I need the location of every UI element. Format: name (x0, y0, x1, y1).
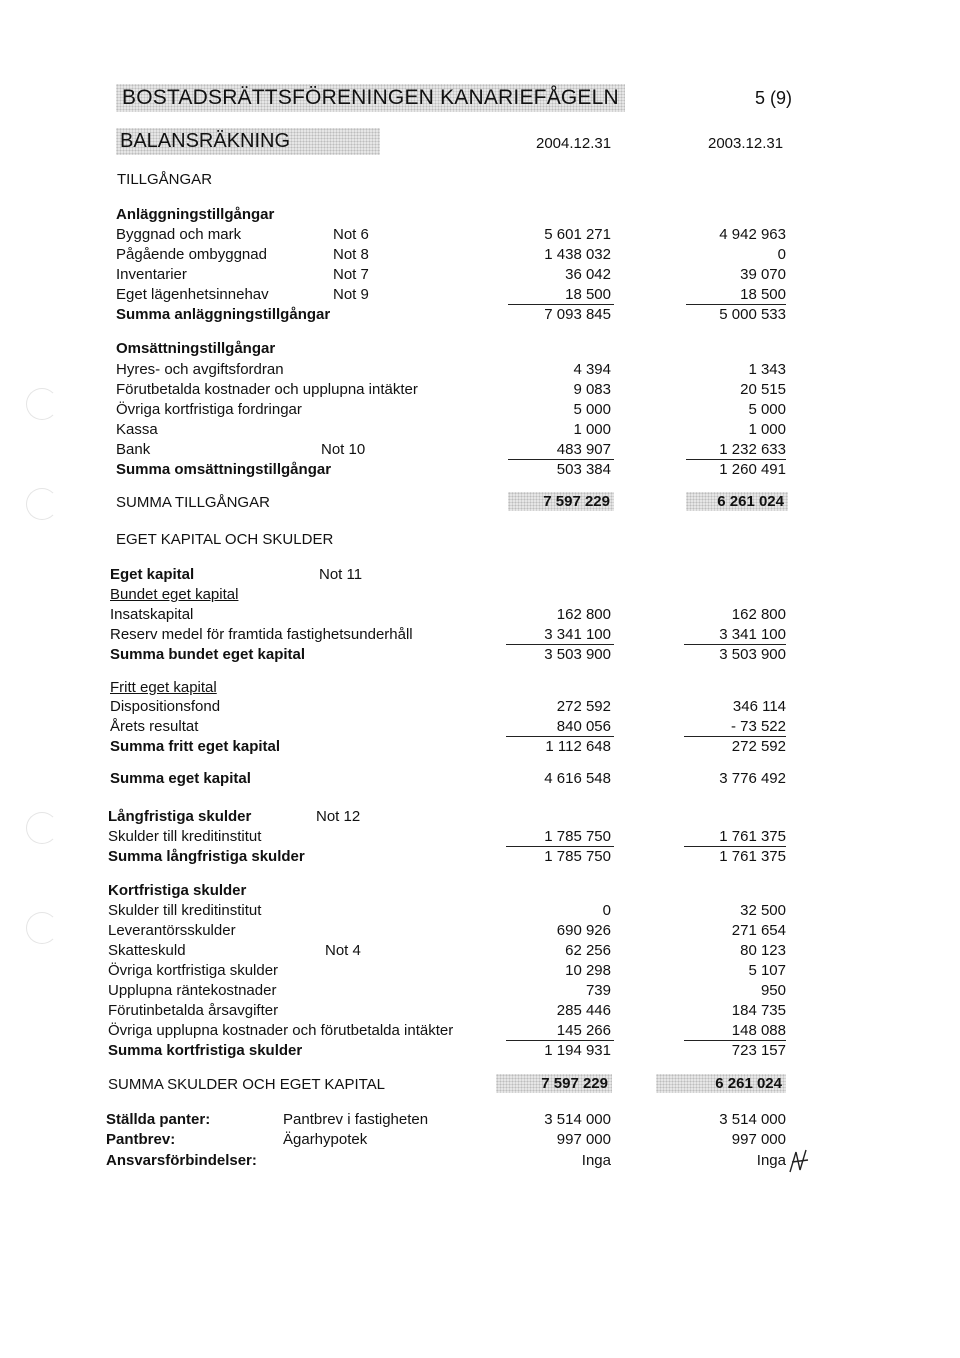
sum-value-2003: 3 776 492 (719, 770, 786, 787)
sum-label: Summa omsättningstillgångar (116, 461, 332, 478)
group-heading: Eget kapital (110, 566, 195, 583)
value-2004: 1 785 750 (544, 828, 611, 845)
sum-value-2004: 1 785 750 (544, 848, 611, 865)
value-2003: 4 942 963 (719, 226, 786, 243)
value-2003: 950 (760, 982, 786, 999)
sum-rule (686, 459, 786, 460)
sum-label: Summa eget kapital (110, 770, 251, 787)
row-label: Skulder till kreditinstitut (108, 902, 262, 919)
row-note: Not 7 (333, 266, 369, 283)
value-2004: 272 592 (556, 698, 611, 715)
value-2003: 39 070 (740, 266, 786, 283)
sum-rule (508, 304, 614, 305)
value-2004: Inga (581, 1152, 611, 1169)
value-2003: 1 761 375 (719, 828, 786, 845)
value-2003: 80 123 (740, 942, 786, 959)
sum-rule (506, 846, 614, 847)
sum-rule (684, 644, 786, 645)
row-label: Bank (116, 441, 151, 458)
sum-value-2003: 5 000 533 (719, 306, 786, 323)
row-label: Upplupna räntekostnader (108, 982, 277, 999)
value-2004: 145 266 (556, 1022, 611, 1039)
punch-hole (26, 488, 58, 520)
punch-hole (26, 812, 58, 844)
group-heading: Långfristiga skulder (108, 808, 252, 825)
total-label: SUMMA TILLGÅNGAR (116, 494, 270, 511)
value-2003: 1 343 (748, 361, 786, 378)
row-label: Hyres- och avgiftsfordran (116, 361, 284, 378)
section-heading-tillgangar: TILLGÅNGAR (117, 171, 213, 188)
value-2003: 18 500 (740, 286, 786, 303)
row-label: Skulder till kreditinstitut (108, 828, 262, 845)
sum-value-2003: 1 761 375 (719, 848, 786, 865)
section-heading-equity-liabilities: EGET KAPITAL OCH SKULDER (116, 531, 334, 548)
initials-mark (786, 1146, 812, 1178)
value-2003: 346 114 (732, 698, 786, 715)
value-2004: 62 256 (565, 942, 611, 959)
value-2003: Inga (756, 1152, 786, 1169)
footer-label: Ställda panter: (106, 1111, 211, 1128)
row-note: Not 4 (325, 942, 361, 959)
total-label: SUMMA SKULDER OCH EGET KAPITAL (108, 1076, 386, 1093)
statement-title: BALANSRÄKNING (116, 128, 380, 155)
row-label: Övriga kortfristiga fordringar (116, 401, 302, 418)
group-heading: Kortfristiga skulder (108, 882, 247, 899)
total-value-2004: 7 597 229 (496, 1074, 612, 1093)
row-label: Övriga kortfristiga skulder (108, 962, 279, 979)
value-2004: 690 926 (556, 922, 611, 939)
group-heading: Omsättningstillgångar (116, 340, 276, 357)
value-2003: 32 500 (740, 902, 786, 919)
sum-label: Summa kortfristiga skulder (108, 1042, 303, 1059)
value-2003: 5 000 (748, 401, 786, 418)
row-label: Eget lägenhetsinnehav (116, 286, 269, 303)
row-label: Byggnad och mark (116, 226, 242, 243)
sum-label: Summa långfristiga skulder (108, 848, 305, 865)
value-2003: - 73 522 (730, 718, 786, 735)
value-2004: 483 907 (556, 441, 611, 458)
value-2004: 1 000 (573, 421, 611, 438)
punch-hole (26, 388, 58, 420)
row-label: Reserv medel för framtida fastighetsunderhåll (110, 626, 413, 643)
association-name: BOSTADSRÄTTSFÖRENINGEN KANARIEFÅGELN (116, 84, 625, 112)
page-number: 5 (9) (755, 88, 793, 108)
value-2004: 5 601 271 (544, 226, 611, 243)
value-2004: 739 (585, 982, 611, 999)
value-2003: 184 735 (731, 1002, 786, 1019)
value-2004: 840 056 (556, 718, 611, 735)
row-label: Förutinbetalda årsavgifter (108, 1002, 279, 1019)
value-2004: 285 446 (556, 1002, 611, 1019)
row-label: Pågående ombyggnad (116, 246, 267, 263)
value-2003: 20 515 (740, 381, 786, 398)
row-label: Årets resultat (110, 718, 199, 735)
value-2003: 997 000 (731, 1131, 786, 1148)
sum-value-2003: 723 157 (731, 1042, 786, 1059)
sum-rule (684, 846, 786, 847)
value-2003: 1 232 633 (719, 441, 786, 458)
value-2004: 0 (602, 902, 611, 919)
sum-rule (506, 736, 614, 737)
total-value-2003: 6 261 024 (686, 492, 788, 511)
subgroup-heading: Bundet eget kapital (110, 586, 239, 603)
value-2004: 3 341 100 (544, 626, 611, 643)
column-header-2003: 2003.12.31 (708, 135, 784, 152)
row-label: Insatskapital (110, 606, 194, 623)
sum-label: Summa bundet eget kapital (110, 646, 306, 663)
footer-label: Ansvarsförbindelser: (106, 1152, 257, 1169)
sum-value-2003: 1 260 491 (719, 461, 786, 478)
row-label: Övriga upplupna kostnader och förutbetalda intäkter (108, 1022, 454, 1039)
punch-hole (26, 912, 58, 944)
sum-label: Summa anläggningstillgångar (116, 306, 331, 323)
sum-rule (506, 1040, 614, 1041)
sum-value-2004: 1 194 931 (544, 1042, 611, 1059)
sum-rule (686, 304, 786, 305)
value-2004: 9 083 (573, 381, 611, 398)
row-label: Kassa (116, 421, 158, 438)
group-heading: Anläggningstillgångar (116, 206, 275, 223)
subgroup-heading: Fritt eget kapital (110, 679, 217, 696)
row-note: Not 8 (333, 246, 369, 263)
value-2004: 18 500 (565, 286, 611, 303)
value-2004: 1 438 032 (544, 246, 611, 263)
sum-rule (684, 736, 786, 737)
sum-value-2004: 1 112 648 (545, 738, 611, 755)
sum-rule (506, 644, 614, 645)
sum-label: Summa fritt eget kapital (110, 738, 281, 755)
row-label: Inventarier (116, 266, 187, 283)
row-note: Not 9 (333, 286, 369, 303)
row-label: Skatteskuld (108, 942, 186, 959)
sum-value-2004: 503 384 (556, 461, 611, 478)
value-2004: 3 514 000 (544, 1111, 611, 1128)
footer-label: Pantbrev: (106, 1131, 176, 1148)
value-2003: 5 107 (748, 962, 786, 979)
value-2004: 36 042 (565, 266, 611, 283)
row-label: Förutbetalda kostnader och upplupna intäkter (116, 381, 418, 398)
value-2004: 5 000 (573, 401, 611, 418)
value-2003: 148 088 (731, 1022, 786, 1039)
sum-rule (508, 459, 614, 460)
value-2004: 997 000 (556, 1131, 611, 1148)
value-2003: 162 800 (731, 606, 786, 623)
row-label: Leverantörsskulder (108, 922, 236, 939)
row-note: Not 6 (333, 226, 369, 243)
value-2003: 271 654 (731, 922, 786, 939)
value-2003: 0 (777, 246, 786, 263)
row-note: Not 11 (319, 566, 363, 583)
total-value-2004: 7 597 229 (508, 492, 614, 511)
sum-value-2004: 4 616 548 (544, 770, 611, 787)
footer-desc: Ägarhypotek (283, 1131, 368, 1148)
footer-desc: Pantbrev i fastigheten (283, 1111, 429, 1128)
value-2004: 162 800 (556, 606, 611, 623)
column-header-2004: 2004.12.31 (536, 135, 612, 152)
value-2003: 3 514 000 (719, 1111, 786, 1128)
value-2003: 1 000 (748, 421, 786, 438)
value-2003: 3 341 100 (719, 626, 786, 643)
row-label: Dispositionsfond (110, 698, 221, 715)
sum-value-2004: 3 503 900 (544, 646, 611, 663)
row-note: Not 12 (316, 808, 361, 825)
sum-value-2004: 7 093 845 (544, 306, 611, 323)
row-note: Not 10 (321, 441, 366, 458)
sum-value-2003: 272 592 (731, 738, 786, 755)
value-2004: 4 394 (573, 361, 611, 378)
sum-rule (684, 1040, 786, 1041)
sum-value-2003: 3 503 900 (719, 646, 786, 663)
value-2004: 10 298 (565, 962, 611, 979)
total-value-2003: 6 261 024 (656, 1074, 786, 1093)
